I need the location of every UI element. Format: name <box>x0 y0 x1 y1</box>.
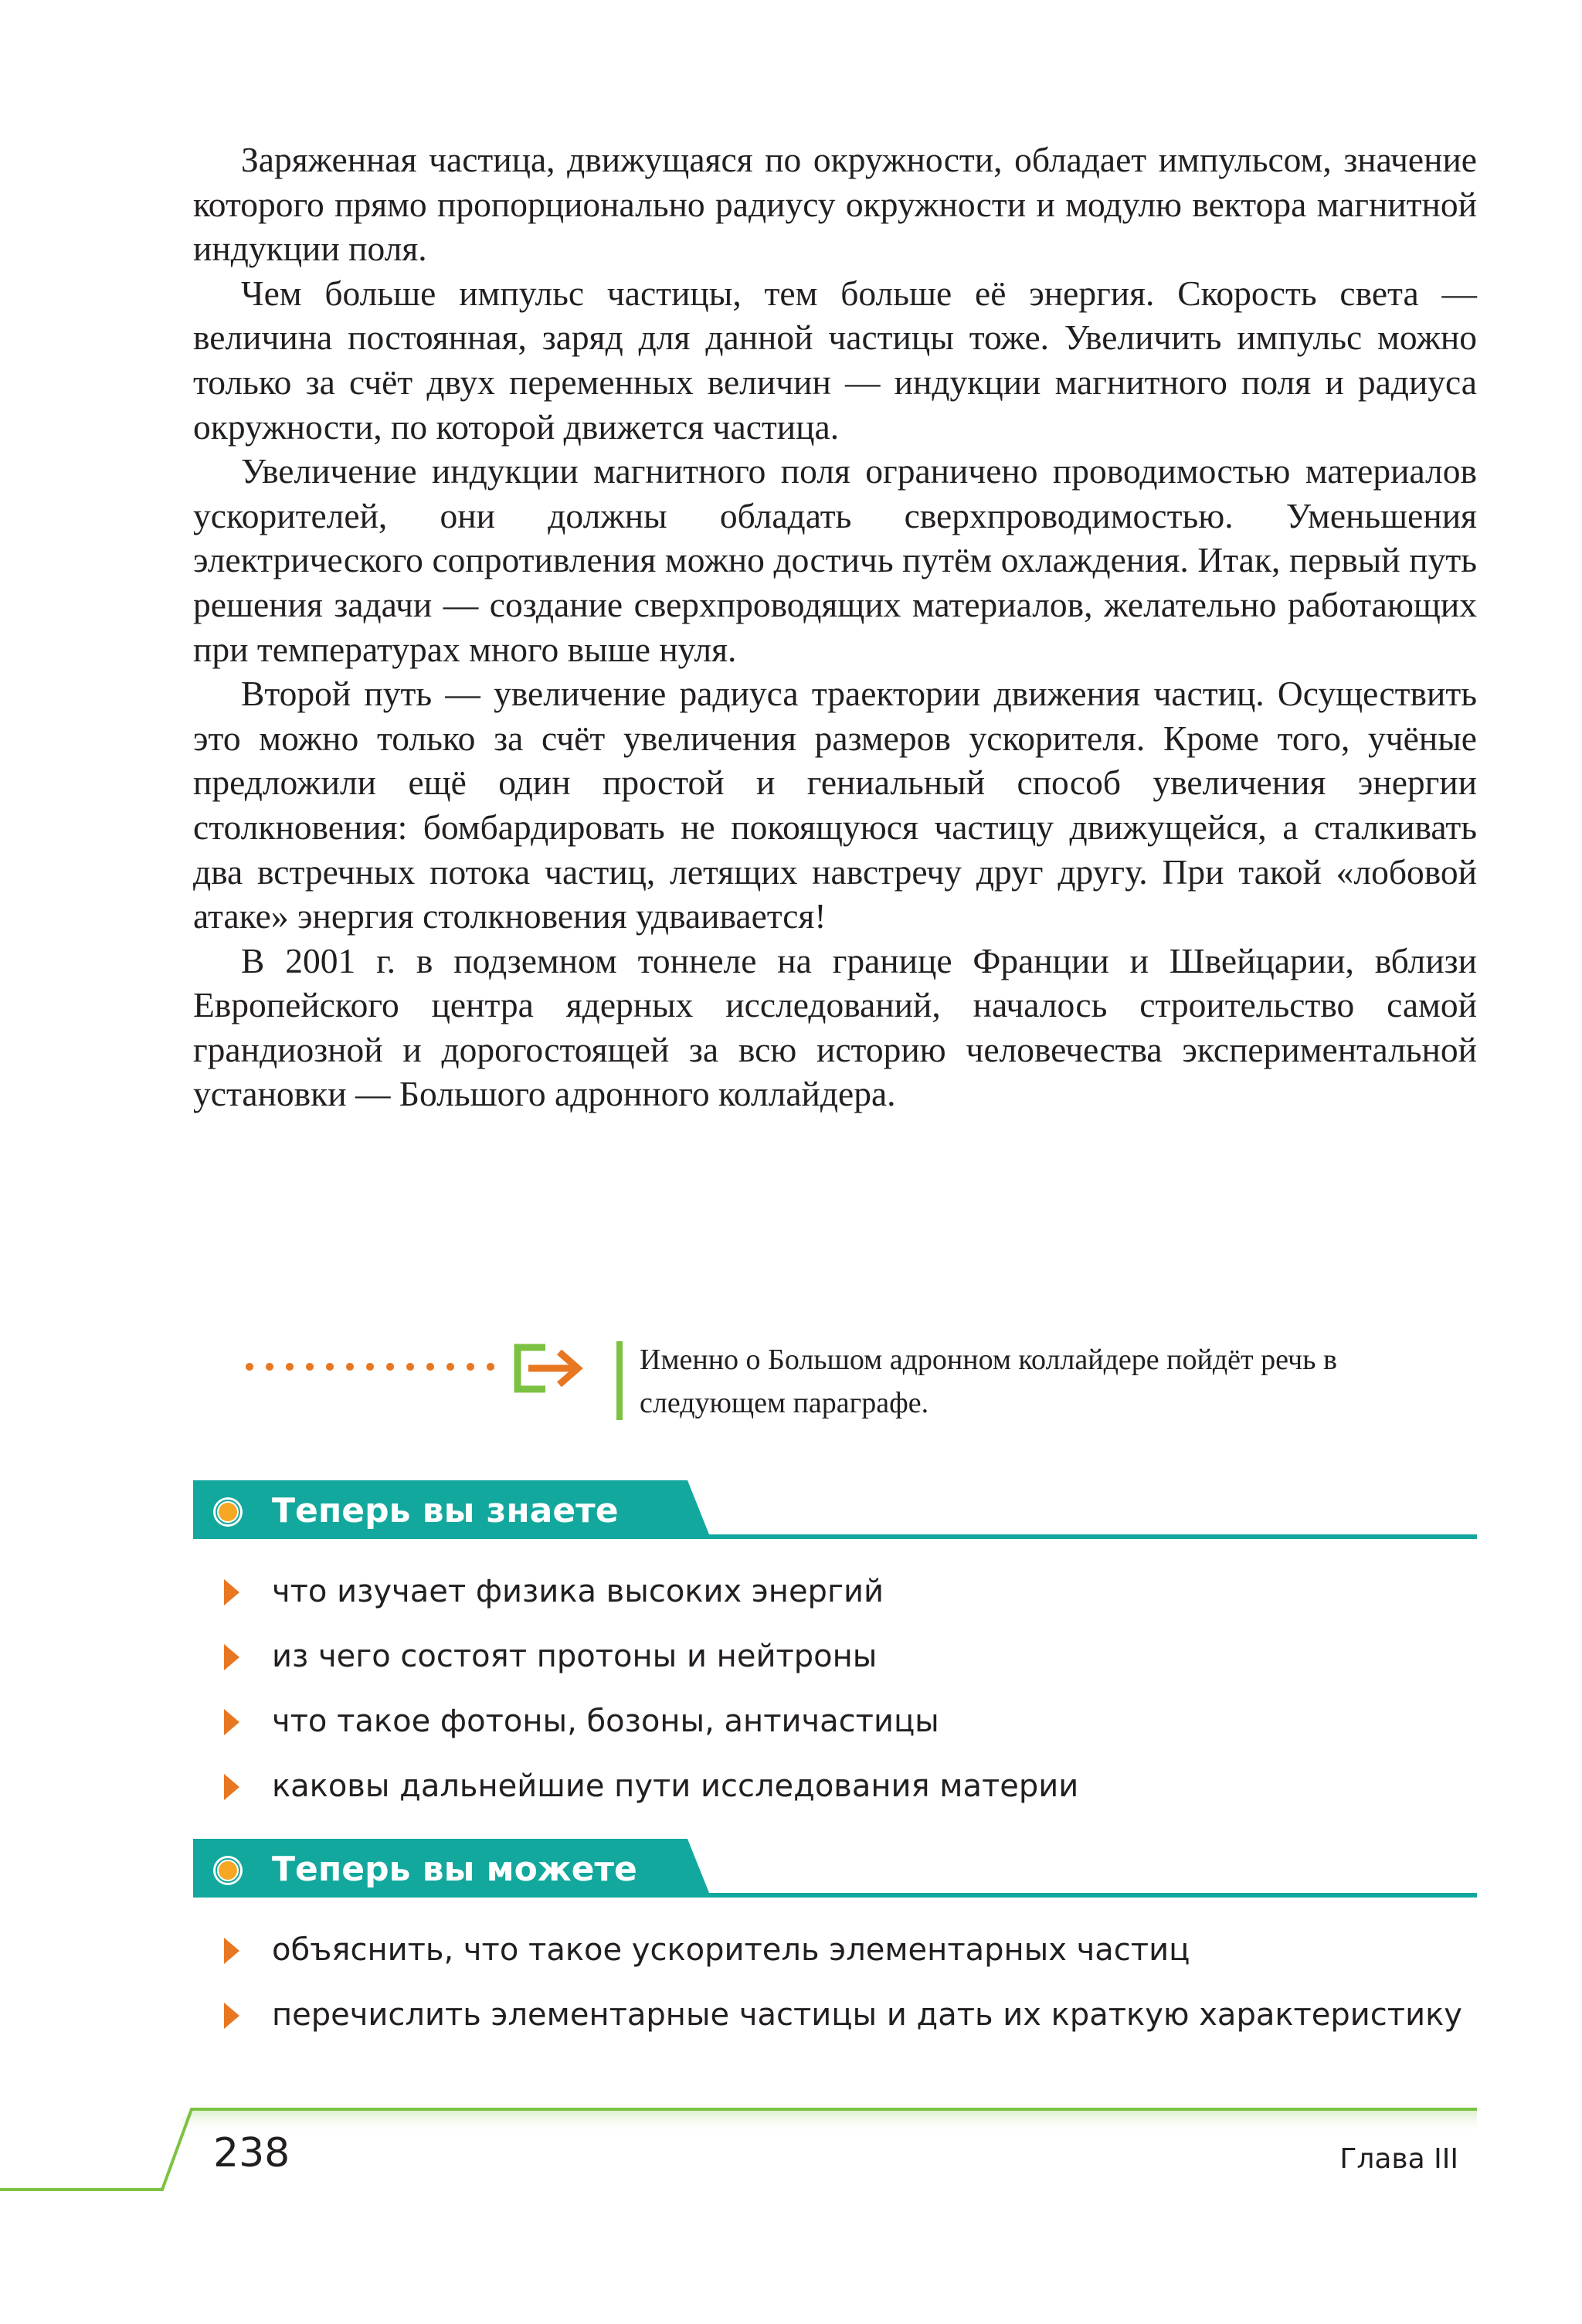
triangle-bullet-icon <box>222 1578 241 1607</box>
paragraph: Второй путь — увеличение радиуса траектории движения частиц. Осуществить это можно только за счёт увеличения размеров ускорителя. Кроме того, учёные предложили ещё один простой и гениальный способ увеличения энергии столкновения: бомбардировать не покоящуюся частицу движущейся, а сталкивать два встречных потока частиц, летящих навстречу друг другу. При такой «лобовой атаке» энергия столкновения удваивается! <box>193 674 1477 936</box>
chapter-label: Глава III <box>1339 2143 1458 2175</box>
section-title: Теперь вы знаете <box>272 1491 619 1531</box>
skills-list <box>193 1918 1477 2047</box>
section-header <box>193 1839 1477 1902</box>
list-item-label: объяснить, что такое ускоритель элементарных частиц <box>272 1932 1190 1968</box>
section-title: Теперь вы можете <box>272 1850 637 1889</box>
triangle-bullet-icon <box>222 1936 241 1966</box>
page-number: 238 <box>213 2130 290 2176</box>
now-you-know-section <box>193 1480 1477 1819</box>
body-text <box>193 138 1477 1116</box>
note-text: Именно о Большом адронном коллайдере пойдёт речь в следующем параграфе. <box>640 1344 1337 1419</box>
paragraph: Увеличение индукции магнитного поля ограничено проводимостью материалов ускорителей, они должны обладать сверхпроводимостью. Уменьшения электрического сопротивления можно достичь путём охлаждения. Итак, первый путь решения задачи — создание сверхпроводящих материалов, желательно работающих при температурах много выше нуля. <box>193 451 1477 669</box>
list-item <box>193 1689 1477 1754</box>
note-accent-bar <box>616 1341 623 1420</box>
list-item-label: из чего состоят протоны и нейтроны <box>272 1639 878 1674</box>
list-item <box>193 1918 1477 1983</box>
paragraph: Чем больше импульс частицы, тем больше её энергия. Скорость света — величина постоянная, заряд для данной частицы тоже. Увеличить импульс можно только за счёт двух переменных величин — индукции магнитного поля и радиуса окружности, по которой движется частица. <box>193 273 1477 447</box>
list-item-label: каковы дальнейшие пути исследования материи <box>272 1768 1079 1804</box>
list-item <box>193 1559 1477 1624</box>
list-item <box>193 1754 1477 1819</box>
target-circle-icon <box>213 1856 243 1885</box>
triangle-bullet-icon <box>222 1772 241 1802</box>
now-you-can-section <box>193 1839 1477 2047</box>
list-item <box>193 1983 1477 2047</box>
triangle-bullet-icon <box>222 2001 241 2030</box>
arrow-right-box-icon <box>511 1341 589 1395</box>
paragraph: В 2001 г. в подземном тоннеле на границе Франции и Швейцарии, вблизи Европейского центра ядерных исследований, началось строительство самой грандиозной и дорогостоящей за всю историю человечества экспериментальной установки — Большого адронного коллайдера. <box>193 940 1477 1114</box>
triangle-bullet-icon <box>222 1643 241 1672</box>
list-item-label: перечислить элементарные частицы и дать их краткую характеристику <box>272 1997 1462 2033</box>
section-header <box>193 1480 1477 1544</box>
list-item-label: что такое фотоны, бозоны, античастицы <box>272 1704 939 1739</box>
list-item <box>193 1624 1477 1689</box>
paragraph: Заряженная частица, движущаяся по окружности, обладает импульсом, значение которого прямо пропорционально радиусу окружности и модулю вектора магнитной индукции поля. <box>193 140 1477 269</box>
cross-reference-note <box>239 1337 1477 1437</box>
list-item-label: что изучает физика высоких энергий <box>272 1574 884 1609</box>
knowledge-list <box>193 1559 1477 1819</box>
triangle-bullet-icon <box>222 1707 241 1737</box>
target-circle-icon <box>213 1497 243 1527</box>
dotted-leader <box>239 1363 501 1371</box>
